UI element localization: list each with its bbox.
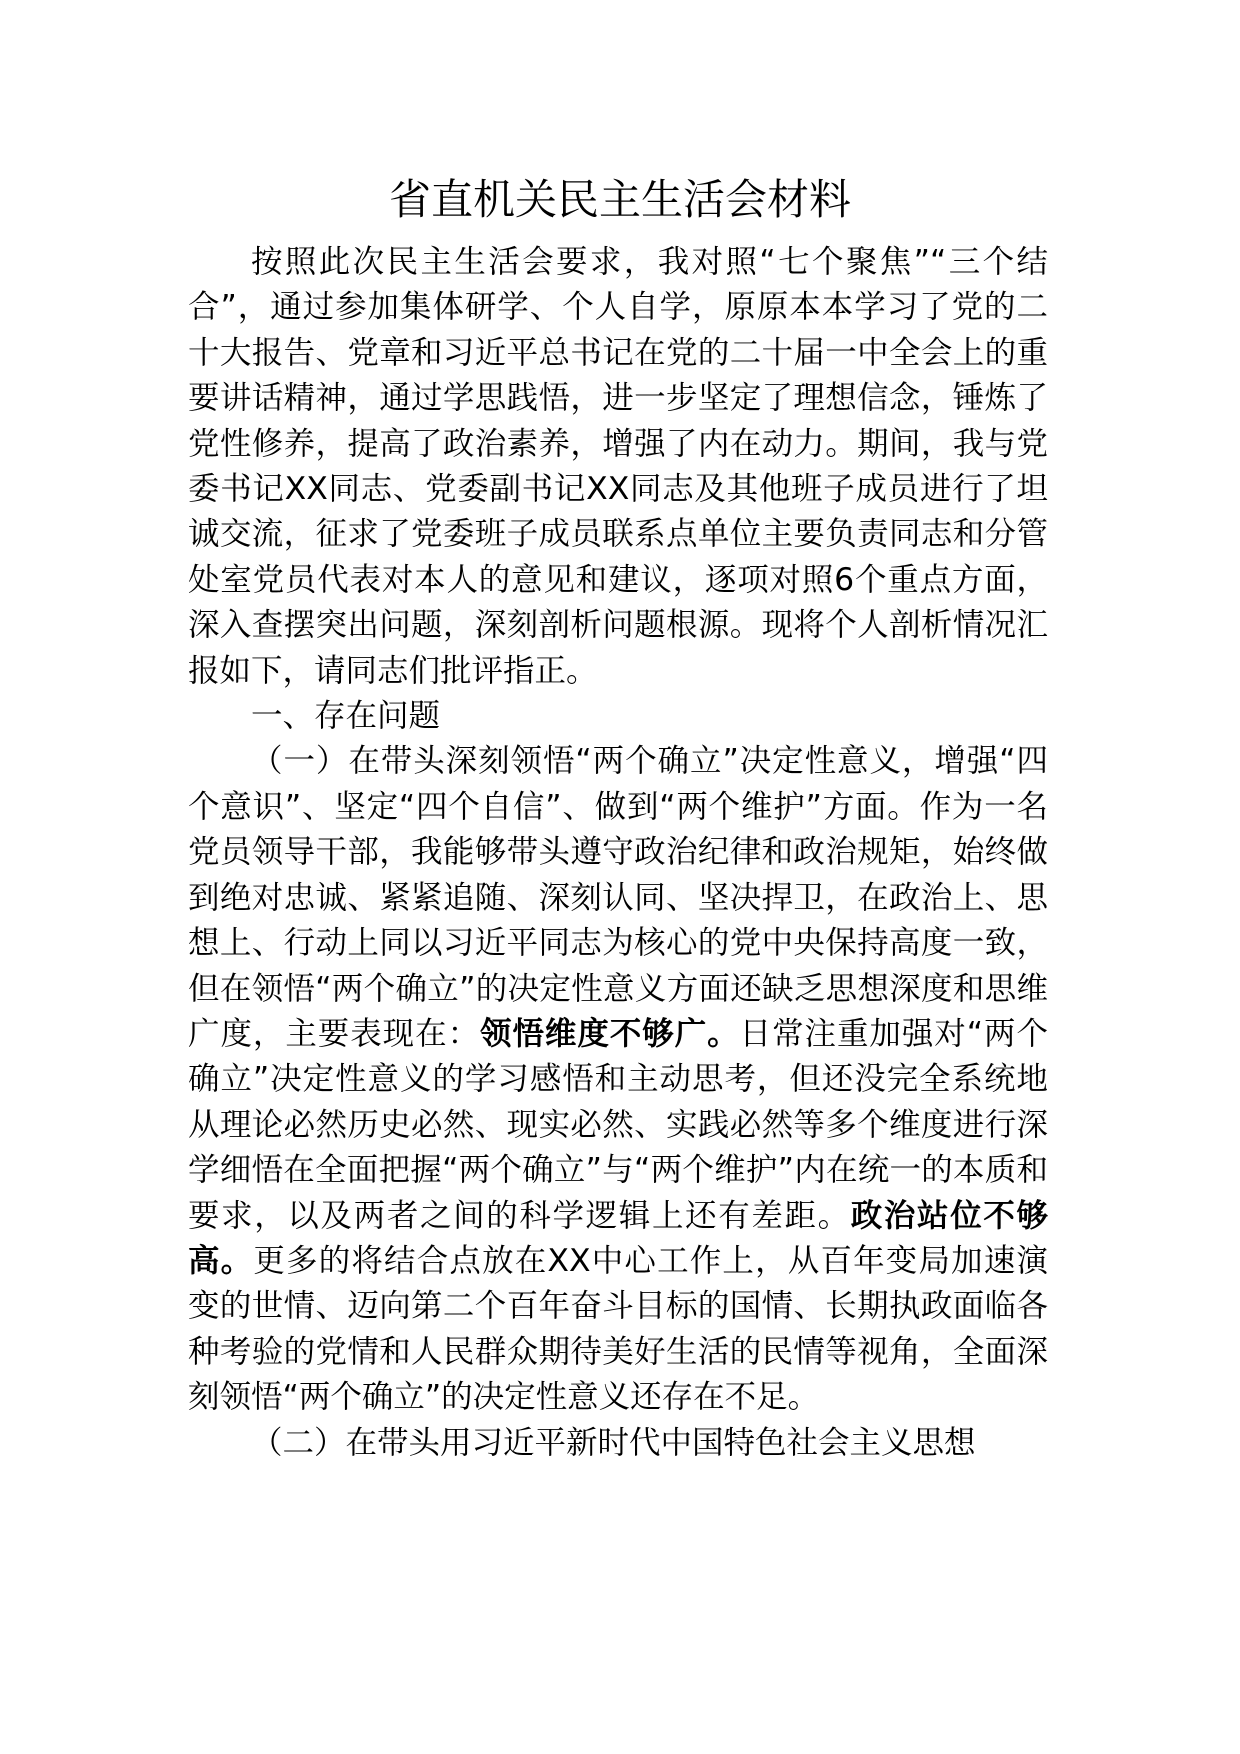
item-one-text-c: 更多的将结合点放在XX中心工作上，从百年变局加速演变的世情、迈向第二个百年奋斗目标的国情、长期执政面临各种考验的党情和人民群众期待美好生活的民情等视角，全面深刻领悟“两个确立”的决定性意义还存在不足。 <box>188 1242 1048 1416</box>
item-one-text-a: （一）在带头深刻领悟“两个确立”决定性意义，增强“四个意识”、坚定“四个自信”、做到“两个维护”方面。作为一名党员领导干部，我能够带头遵守政治纪律和政治规矩，始终做到绝对忠诚、紧紧追随、深刻认同、坚决捍卫，在政治上、思想上、行动上同以习近平同志为核心的党中央保持高度一致，但在领悟“两个确立”的决定性意义方面还缺乏思想深度和思维广度，主要表现在： <box>188 743 1048 1052</box>
document-body <box>188 240 1048 1466</box>
item-one-bold-b: 政治站位不够高。 <box>188 1197 1048 1279</box>
item-one-bold-a: 领悟维度不够广。 <box>480 1015 740 1052</box>
section-heading-problems: 一、存在问题 <box>251 698 441 735</box>
document-title: 省直机关民主生活会材料 <box>388 175 851 224</box>
item-one-text-b: 日常注重加强对“两个确立”决定性意义的学习感悟和主动思考，但还没完全系统地从理论必然历史必然、现实必然、实践必然等多个维度进行深学细悟在全面把握“两个确立”与“两个维护”内在统一的本质和要求，以及两者之间的科学逻辑上还有差距。 <box>188 1015 1048 1234</box>
item-one-paragraph <box>188 739 1048 1420</box>
intro-paragraph: 按照此次民主生活会要求，我对照“七个聚焦”“三个结合”，通过参加集体研学、个人自学，原原本本学习了党的二十大报告、党章和习近平总书记在党的二十届一中全会上的重要讲话精神，通过学思践悟，进一步坚定了理想信念，锤炼了党性修养，提高了政治素养，增强了内在动力。期间，我与党委书记XX同志、党委副书记XX同志及其他班子成员进行了坦诚交流，征求了党委班子成员联系点单位主要负责同志和分管处室党员代表对本人的意见和建议，逐项对照6个重点方面，深入查摆突出问题，深刻剖析问题根源。现将个人剖析情况汇报如下，请同志们批评指正。 <box>188 244 1048 689</box>
item-two-paragraph: （二）在带头用习近平新时代中国特色社会主义思想 <box>251 1424 976 1461</box>
